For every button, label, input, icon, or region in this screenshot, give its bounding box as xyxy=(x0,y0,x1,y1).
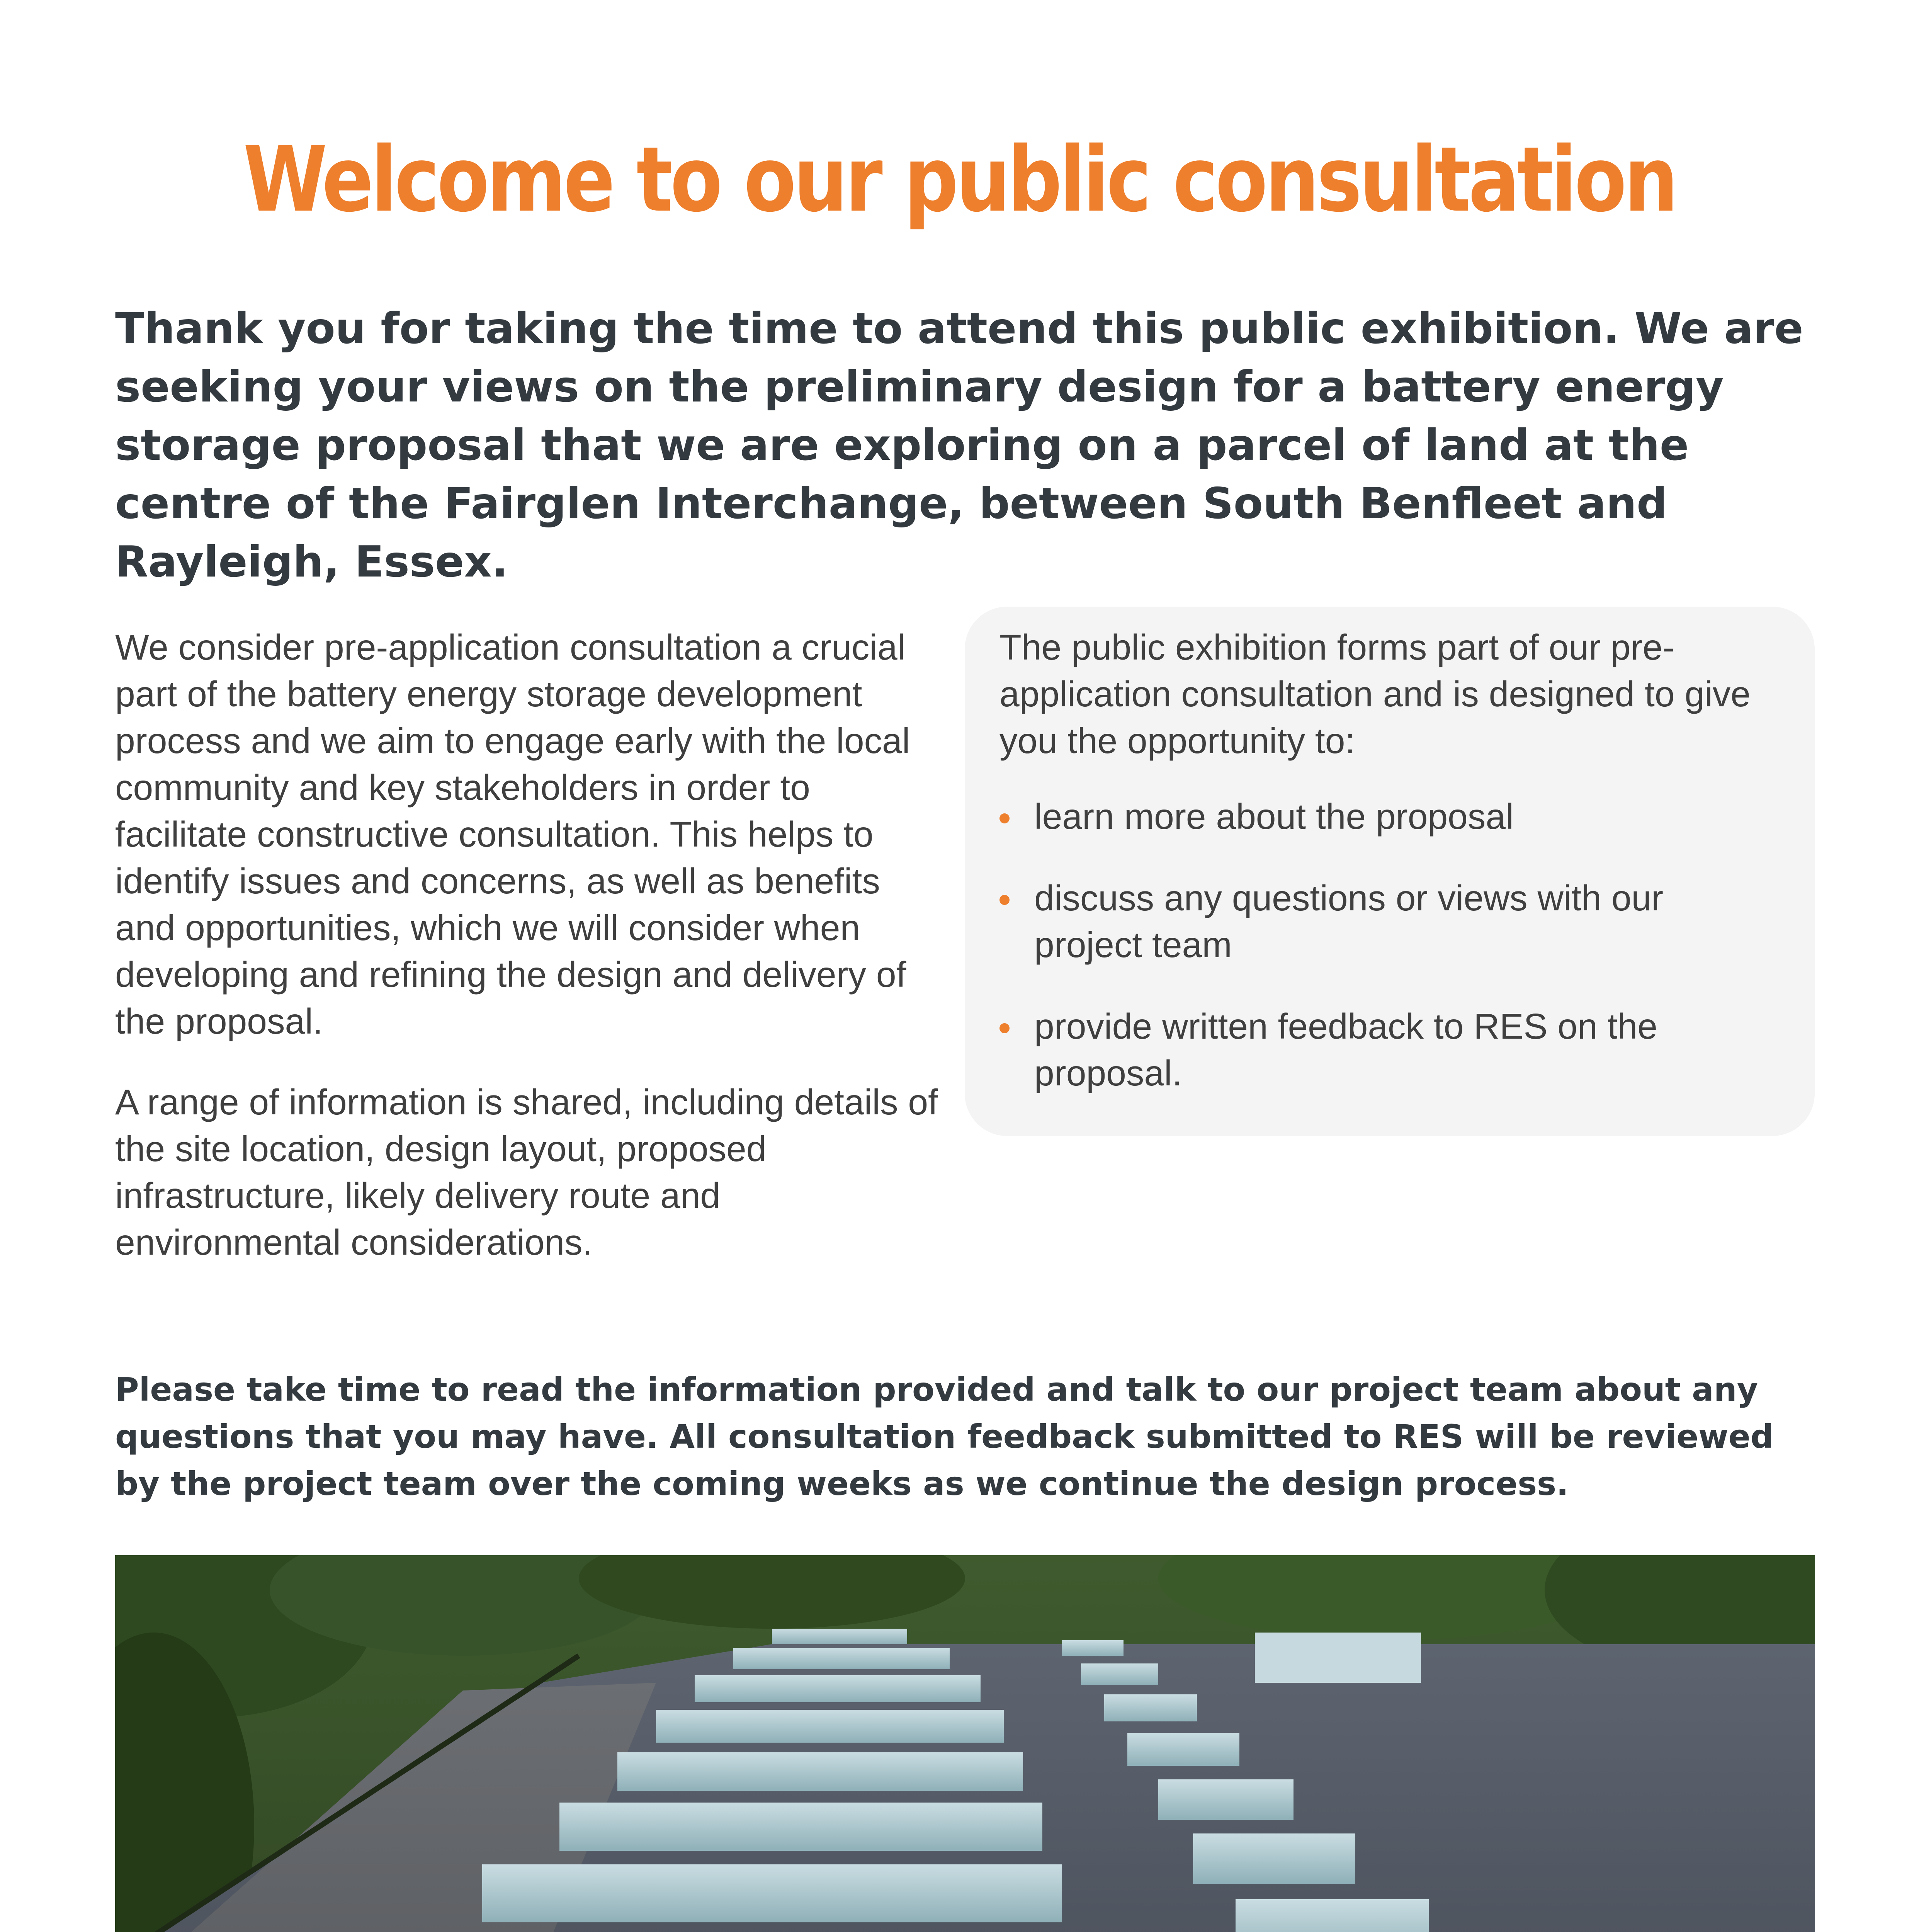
left-paragraph-1: We consider pre-application consultation a crucial part of the battery energy storage development process and we aim to engage early with the local community and key stakeholders in order to facilitate constructive consultation. This helps to identify issues and concerns, as well as benefits and opportunities, which we will consider when developing and refining the design and delivery of the proposal. xyxy=(115,627,910,1041)
intro-paragraph: Thank you for taking the time to attend this public exhibition. We are seeking your views on the preliminary design for a battery energy storage proposal that we are exploring on a parcel of land at the centre of the Fairglen Interchange, between South Benfleet and Rayleigh, Essex. xyxy=(115,304,1803,587)
call-to-action: Please take time to read the information provided and talk to our project team about any questions that you may have. All consultation feedback submitted to RES will be reviewed by the project team over the coming weeks as we continue the design process. xyxy=(115,1371,1774,1503)
panel-bullet-text: provide written feedback to RES on the proposal. xyxy=(1034,1006,1657,1093)
bullet-dot-icon xyxy=(999,1023,1010,1033)
panel-bullet xyxy=(999,875,1780,968)
exhibition-panel xyxy=(965,607,1815,1136)
panel-bullet xyxy=(999,1003,1780,1097)
page-title: Welcome to our public consultation xyxy=(243,128,1676,232)
panel-intro: The public exhibition forms part of our pre-application consultation and is designed to give you the opportunity to: xyxy=(999,627,1751,761)
left-paragraph-2: A range of information is shared, including details of the site location, design layout, proposed infrastructure, likely delivery route and environmental considerations. xyxy=(115,1082,938,1262)
panel-bullet-text: discuss any questions or views with our project team xyxy=(1034,878,1664,965)
panel-bullet xyxy=(999,793,1780,840)
bullet-dot-icon xyxy=(999,813,1010,823)
left-column xyxy=(115,624,942,1300)
battery-site-photo xyxy=(115,1555,1815,1932)
panel-bullet-text: learn more about the proposal xyxy=(1034,796,1514,837)
bullet-dot-icon xyxy=(999,895,1010,905)
